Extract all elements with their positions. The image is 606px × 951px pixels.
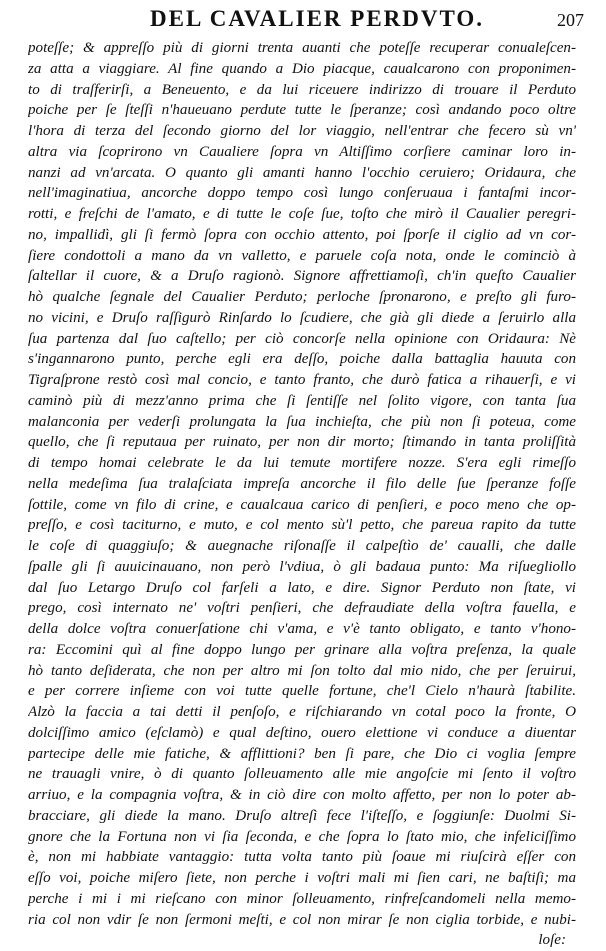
text-line: prego, così internato ne' voſtri penſieri, che defraudiate della voſtra fauella, e bbox=[28, 600, 576, 617]
text-line: s'ingannarono punto, perche egli era deſſo, poiche dalla battaglia hauuta con bbox=[28, 351, 576, 368]
text-line: nella medeſima ſua tralaſciata impreſa ancorche il filo delle ſue ſperanze foſſe bbox=[28, 475, 576, 492]
text-line: l'hora di terza del ſecondo giorno del lor viaggio, nell'entrar che fecero sù vn' bbox=[28, 123, 576, 139]
text-line: ra: Eccomini quì al fine doppo lungo per grinare alla voſtra preſenza, la quale bbox=[28, 641, 576, 658]
text-line: Tigraſprone restò così mal concio, e tanto franto, che durò fatica a rihauerſi, e vi bbox=[28, 372, 576, 388]
text-line: altra via ſcoprirono vn Caualiere ſopra vn Altiſſimo corſiere caminar loro in- bbox=[28, 143, 576, 160]
running-head: DEL CAVALIER PERDVTO. bbox=[150, 6, 485, 31]
text-line: dolciſſimo amico (eſclamò) e qual deſtino, ouero elettione vi conduce a diuentar bbox=[28, 724, 576, 741]
text-line: dal ſuo Letargo Druſo col farſeli a lato, e dire. Signor Perduto non ſtate, vi bbox=[28, 579, 576, 596]
text-line: eſſo voi, poiche miſero ſiete, non perche i voſtri mali mi ſien cari, ne baſtiſi; ma bbox=[28, 870, 576, 886]
text-line: nell'imaginatiua, ancorche doppo tempo così lungo conſeruaua i fantaſmi incor- bbox=[28, 185, 576, 202]
text-line: hò qualche ſegnale del Caualier Perduto; perloche ſpronarono, e preſto gli furo- bbox=[28, 289, 576, 305]
text-line: e per correre inſieme con voi tutte quelle fortune, che'l Cielo n'haurà ſtabilite. bbox=[28, 683, 576, 700]
text-line: quello, che ſi reputaua per ruinato, per non dir morto; ſtimando in tanta proliſſità bbox=[28, 434, 576, 451]
text-line: di tempo homai celebrate le da lui temute mortifere nozze. S'era egli rimeſſo bbox=[28, 455, 576, 471]
text-line: perche i mi i mi rieſcano con minor ſolleuamento, rinfreſcandomeli nella memo- bbox=[28, 890, 576, 907]
text-line: ria col non vdir ſe non ſermoni meſti, e col non mirar ſe non ciglia torbide, e nubi- bbox=[28, 911, 576, 928]
text-line: arriuo, e la compagnia voſtra, & in ciò dire con molto affetto, per non lo poter ab- bbox=[28, 787, 576, 803]
text-line: nanzi ad vn'arcata. O quanto gli amanti hanno l'occhio ceruiero; Oridaura, che bbox=[28, 164, 576, 181]
text-line: za atta a viaggiare. Al fine quando a Dio piacque, caualcarono con proponimen- bbox=[28, 60, 576, 77]
text-line: loſe: bbox=[538, 932, 566, 949]
text-line: to di traſferirſi, a Beneuento, e da lui riceuere indirizzo di trouare il Perduto bbox=[28, 81, 576, 98]
text-line: ne trauagli vnire, ò di quanto ſolleuamento alle mie angoſcie mi ſento il voſtro bbox=[28, 766, 576, 783]
text-line: partecipe delle mie fatiche, & afflittioni? ben ſi pare, che Dio ci voglia ſempre bbox=[28, 745, 576, 762]
text-line: è, non mi habbiate vantaggio: tutta volta tanto più ſoaue mi riuſcirà eſſer con bbox=[28, 849, 576, 866]
text-line: bracciare, gli diede la mano. Druſo altreſì fece l'iſteſſo, e ſoggiunſe: Duolmi Si- bbox=[28, 807, 576, 824]
text-line: Alzò la faccia a tai detti il penſoſo, e riſchiarando vn cotal poco la fronte, O bbox=[28, 704, 576, 720]
text-line: ſua partenza dal ſuo caſtello; per ciò concorſe nella opinione con Oridaura: Nè bbox=[28, 330, 576, 347]
text-line: malanconia per vederſi prolungata la ſua inchieſta, che più non ſi poteua, come bbox=[28, 413, 576, 430]
text-line: no vicini, e Druſo raſſigurò Rinſardo lo ſcudiere, che già gli diede a ſeruirlo alla bbox=[28, 309, 576, 326]
text-line: ſaltellar il cuore, & a Druſo ragionò. Signore affrettiamoſi, ch'in queſto Caualier bbox=[28, 268, 576, 285]
text-line: le coſe di quaggiuſo; & auegnache riſonaſſe il calpeſtìo de' caualli, che dalle bbox=[28, 538, 576, 554]
text-line: poteſſe; & appreſſo più di giorni trenta auanti che poteſſe recuperar conualeſcen- bbox=[28, 40, 576, 56]
text-line: della dolce voſtra conuerſatione chi v'ama, e v'è tanto obligato, e tanto v'hono- bbox=[28, 621, 576, 637]
text-line: poiche per ſe ſteſſi n'haueuano perdute tutte le ſperanze; così andando poco oltre bbox=[28, 102, 576, 119]
text-line: ſpalle gli ſi auuicinauano, non però l'vdiua, ò gli badaua punto: Ma riſuegliollo bbox=[28, 558, 576, 575]
text-line: gnore che la Fortuna non vi ſia ſeconda, e che ſopra lo ſtato mio, che infeliciſſimo bbox=[28, 828, 576, 845]
text-line: caminò più di mezz'anno prima che ſi ſentiſſe nel ſolito vigore, con tanta ſua bbox=[28, 392, 576, 409]
page-number: 207 bbox=[557, 10, 584, 30]
text-line: ſottile, come vn filo di crine, e caualcaua carico di penſieri, e poco meno che op- bbox=[28, 496, 576, 513]
text-line: preſſo, e così taciturno, e muto, e col mento sù'l petto, che pareua rapito da tutte bbox=[28, 517, 576, 534]
text-line: hò tanto deſiderata, che non per altro mi ſon tolto dal mio nido, che per ſeruirui, bbox=[28, 662, 576, 679]
page-header bbox=[0, 4, 606, 32]
text-line: rotti, e freſchi de l'amato, e di tutte le coſe ſue, toſto che mirò il Caualier peregri- bbox=[28, 206, 576, 222]
text-line: no, impallidì, gli ſi fermò ſopra con occhio attento, poi ſporſe il ciglio ad vn cor- bbox=[28, 226, 576, 243]
body-text bbox=[28, 38, 576, 951]
text-line: ſiere condottoli a mano da vn valletto, e paruele coſa nota, onde le cominciò à bbox=[28, 247, 576, 264]
